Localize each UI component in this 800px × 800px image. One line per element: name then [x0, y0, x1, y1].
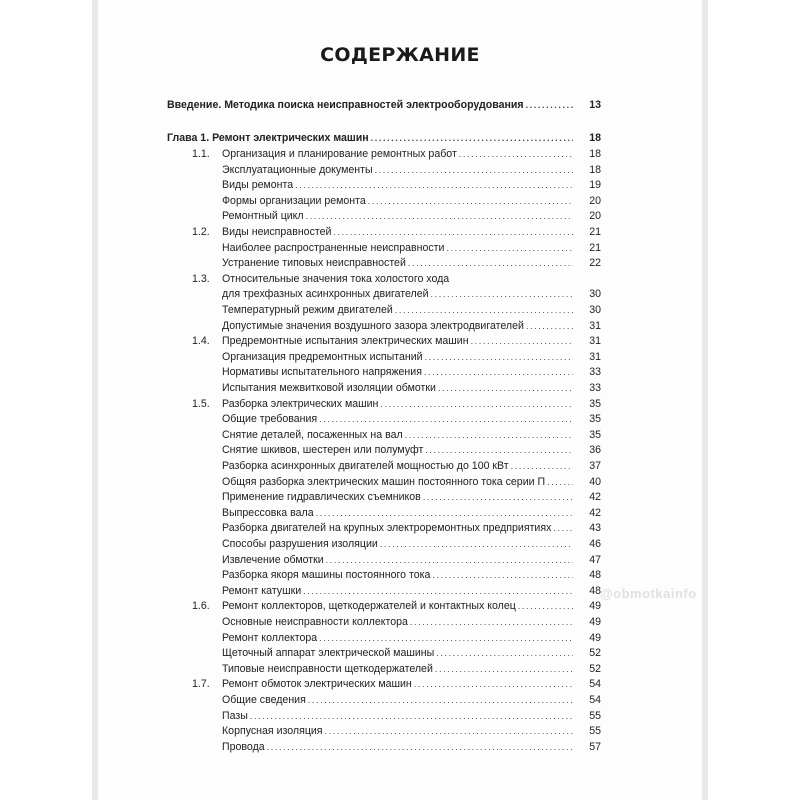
- leader-dots: [438, 380, 573, 396]
- leader-dots: [526, 318, 573, 334]
- toc-entry-text: Предремонтные испытания электрических машин: [222, 335, 469, 348]
- toc-entry-text: Нормативы испытательного напряжения: [222, 366, 422, 379]
- toc-entry-text: Снятие шкивов, шестерен или полумуфт: [222, 444, 424, 457]
- leader-dots: [436, 645, 573, 661]
- leader-dots: [319, 630, 573, 646]
- toc-entry-text: Организация и планирование ремонтных работ: [222, 148, 457, 160]
- toc-entry[interactable]: [167, 598, 601, 614]
- leader-dots: [368, 193, 573, 209]
- toc-entry-text: Испытания межвитковой изоляции обмотки: [222, 382, 436, 394]
- toc-entry[interactable]: [167, 177, 601, 193]
- toc-entry[interactable]: [167, 708, 601, 724]
- toc-entry[interactable]: [167, 739, 601, 755]
- toc-entry[interactable]: [167, 442, 601, 458]
- toc-entry-text: Основные неисправности коллектора: [222, 616, 408, 628]
- toc-entry-text: Организация предремонтных испытаний: [222, 350, 423, 363]
- leader-dots: [380, 396, 573, 412]
- leader-dots: [423, 489, 573, 505]
- toc-entry-text: Ремонт катушки: [222, 584, 302, 597]
- toc-entry-text: Снятие деталей, посаженных на вал: [222, 428, 403, 441]
- toc-page-number: 36: [589, 444, 601, 457]
- toc-page-number: 33: [589, 382, 601, 394]
- leader-dots: [431, 286, 573, 302]
- leader-dots: [547, 474, 573, 490]
- toc-entry[interactable]: [167, 676, 601, 692]
- toc-entry-text: Температурный режим двигателей: [222, 304, 393, 316]
- toc-entry[interactable]: [167, 661, 601, 677]
- toc-entry[interactable]: [167, 333, 601, 349]
- toc-entry-text: Корпусная изоляция: [222, 725, 323, 738]
- toc-page-number: 55: [589, 725, 601, 738]
- leader-dots: [306, 208, 573, 224]
- toc-page-number: 35: [589, 428, 601, 441]
- toc-page-number: 30: [589, 288, 601, 301]
- leader-dots: [333, 224, 573, 240]
- toc-entry-text: Общяя разборка электрических машин постоянного тока серии П: [222, 475, 546, 488]
- leader-dots: [553, 520, 573, 536]
- toc-entry[interactable]: [167, 240, 601, 256]
- toc-entry[interactable]: [167, 349, 601, 365]
- toc-entry[interactable]: [167, 489, 601, 505]
- toc-entry[interactable]: [167, 380, 601, 396]
- toc-page-number: 35: [589, 397, 601, 410]
- leader-dots: [319, 411, 573, 427]
- toc-page-number: 54: [589, 678, 601, 691]
- toc-page-number: 19: [589, 179, 601, 192]
- leader-dots: [414, 676, 573, 692]
- toc-entry-text: Пазы: [222, 709, 248, 722]
- toc-entry[interactable]: [167, 552, 601, 568]
- toc-entry-text: Ремонт обмоток электрических машин: [222, 678, 412, 691]
- toc-entry-text: Провода: [222, 740, 265, 753]
- toc-entry-text: Разборка асинхронных двигателей мощностью до 100 кВт: [222, 460, 509, 472]
- page-edge-right: [702, 0, 708, 800]
- toc-entry[interactable]: [167, 271, 601, 287]
- toc-entry[interactable]: [167, 520, 601, 536]
- toc-entry[interactable]: [167, 318, 601, 334]
- toc-entry-text: Относительные значения тока холостого хода: [222, 272, 450, 285]
- toc-page-number: 47: [589, 553, 601, 566]
- toc-entry-text: Разборка двигателей на крупных электроремонтных предприятиях: [222, 522, 552, 535]
- toc-page-number: 31: [589, 335, 601, 348]
- leader-dots: [526, 97, 573, 113]
- toc-entry-text: Эксплуатационные документы: [222, 163, 373, 176]
- leader-dots: [432, 567, 573, 583]
- watermark: @obmotkainfo: [600, 586, 697, 601]
- leader-dots: [425, 442, 573, 458]
- toc-entry-text: Общие требования: [222, 413, 318, 426]
- leader-dots: [267, 739, 573, 755]
- toc-page-number: 31: [589, 319, 601, 332]
- toc-page-number: 37: [589, 460, 601, 472]
- toc-entry-text: Наиболее распространенные неисправности: [222, 241, 445, 254]
- toc-page-number: 30: [589, 304, 601, 316]
- leader-dots: [424, 364, 573, 380]
- section-number: 1.5.: [192, 397, 210, 410]
- toc-page-number: 48: [589, 584, 601, 597]
- toc-page-number: 49: [589, 616, 601, 628]
- toc-page-number: 57: [589, 740, 601, 753]
- section-number: 1.7.: [192, 678, 210, 691]
- toc-page-number: 42: [589, 506, 601, 519]
- leader-dots: [250, 708, 573, 724]
- page-title: СОДЕРЖАНИЕ: [320, 44, 480, 66]
- leader-dots: [408, 255, 573, 271]
- toc-page-number: 33: [589, 366, 601, 379]
- toc-entry[interactable]: [167, 396, 601, 412]
- toc-entry[interactable]: [167, 411, 601, 427]
- toc-entry[interactable]: [167, 505, 601, 521]
- leader-dots: [375, 162, 573, 178]
- toc-entry-text: Глава 1. Ремонт электрических машин: [167, 132, 369, 144]
- leader-dots: [459, 146, 573, 162]
- toc-entry-text: Ремонт коллектора: [222, 631, 318, 644]
- toc-page-number: 49: [589, 631, 601, 644]
- toc-entry[interactable]: [167, 224, 601, 240]
- toc-entry-text: Виды ремонта: [222, 179, 294, 192]
- leader-dots: [316, 505, 573, 521]
- toc-entry[interactable]: [167, 458, 601, 474]
- leader-dots: [425, 349, 573, 365]
- leader-dots: [405, 427, 573, 443]
- toc-entry[interactable]: [167, 583, 601, 599]
- toc-page-number: 52: [589, 662, 601, 675]
- toc-page-number: 55: [589, 709, 601, 722]
- leader-dots: [325, 723, 573, 739]
- toc-page-number: 18: [589, 163, 601, 176]
- leader-dots: [435, 661, 573, 677]
- toc-entry[interactable]: [167, 630, 601, 646]
- toc-page-number: 46: [589, 538, 601, 550]
- toc-page-number: 52: [589, 647, 601, 660]
- leader-dots: [446, 240, 573, 256]
- toc-entry-text: Способы разрушения изоляции: [222, 538, 378, 550]
- toc-page-number: 22: [589, 257, 601, 270]
- toc-page-number: 31: [589, 350, 601, 363]
- toc-entry-text: Извлечение обмотки: [222, 553, 324, 566]
- toc-entry[interactable]: [167, 162, 601, 178]
- toc-entry[interactable]: [167, 193, 601, 209]
- toc-entry-text: Щеточный аппарат электрической машины: [222, 647, 435, 660]
- toc-page-number: 20: [589, 194, 601, 207]
- leader-dots: [380, 536, 573, 552]
- toc-page-number: 18: [589, 148, 601, 160]
- toc-entry-text: Разборка электрических машин: [222, 397, 379, 410]
- toc-entry-text: Общие сведения: [222, 694, 306, 706]
- leader-dots: [303, 583, 573, 599]
- toc-entry-text: Ремонт коллекторов, щеткодержателей и контактных колец: [222, 600, 516, 613]
- toc-page-number: 21: [589, 226, 601, 238]
- toc-intro[interactable]: [167, 97, 601, 113]
- leader-dots: [471, 333, 573, 349]
- toc-entry-text: Выпрессовка вала: [222, 506, 314, 519]
- toc-entry-text: Виды неисправностей: [222, 226, 332, 238]
- section-number: 1.1.: [192, 148, 210, 160]
- toc-chapter[interactable]: [167, 130, 601, 146]
- toc-page-number: 21: [589, 241, 601, 254]
- toc-entry[interactable]: [167, 208, 601, 224]
- leader-dots: [511, 458, 573, 474]
- toc-page-number: 13: [589, 99, 601, 111]
- toc-entry[interactable]: [167, 645, 601, 661]
- section-number: 1.2.: [192, 226, 210, 238]
- toc-entry-text: Ремонтный цикл: [222, 210, 304, 223]
- leader-dots: [326, 552, 573, 568]
- toc-entry[interactable]: [167, 723, 601, 739]
- toc-entry[interactable]: [167, 286, 601, 302]
- leader-dots: [410, 614, 573, 630]
- toc-entry[interactable]: [167, 536, 601, 552]
- leader-dots: [395, 302, 573, 318]
- toc-entry-text: Типовые неисправности щеткодержателей: [222, 662, 433, 675]
- toc-entry-text: Допустимые значения воздушного зазора электродвигателей: [222, 319, 524, 332]
- toc-page-number: 43: [589, 522, 601, 535]
- toc-entry-text: Введение. Методика поиска неисправностей электрооборудования: [167, 99, 524, 111]
- toc-entry-text: Разборка якоря машины постоянного тока: [222, 569, 431, 582]
- section-number: 1.6.: [192, 600, 210, 613]
- toc-entry[interactable]: [167, 614, 601, 630]
- leader-dots: [308, 692, 573, 708]
- toc-page-number: 42: [589, 491, 601, 504]
- toc-entry-text: для трехфазных асинхронных двигателей: [222, 288, 429, 301]
- toc-entry[interactable]: [167, 255, 601, 271]
- toc-page-number: 35: [589, 413, 601, 426]
- toc-entry[interactable]: [167, 302, 601, 318]
- leader-dots: [295, 177, 573, 193]
- toc-entry-text: Применение гидравлических съемников: [222, 491, 421, 504]
- leader-dots: [518, 598, 573, 614]
- toc-page-number: 40: [589, 475, 601, 488]
- toc-page-number: 18: [589, 132, 601, 144]
- leader-dots: [371, 130, 573, 146]
- toc-entry[interactable]: [167, 567, 601, 583]
- toc-entry[interactable]: [167, 146, 601, 162]
- toc-entry-text: Формы организации ремонта: [222, 194, 366, 207]
- section-number: 1.4.: [192, 335, 210, 348]
- toc-page-number: 49: [589, 600, 601, 613]
- toc-page-number: 20: [589, 210, 601, 223]
- toc-entry-text: Устранение типовых неисправностей: [222, 257, 406, 270]
- section-number: 1.3.: [192, 272, 210, 285]
- toc-entry[interactable]: [167, 364, 601, 380]
- toc-page-number: 48: [589, 569, 601, 582]
- toc-entry[interactable]: [167, 474, 601, 490]
- toc-entry[interactable]: [167, 692, 601, 708]
- toc-page-number: 54: [589, 694, 601, 706]
- toc-entry[interactable]: [167, 427, 601, 443]
